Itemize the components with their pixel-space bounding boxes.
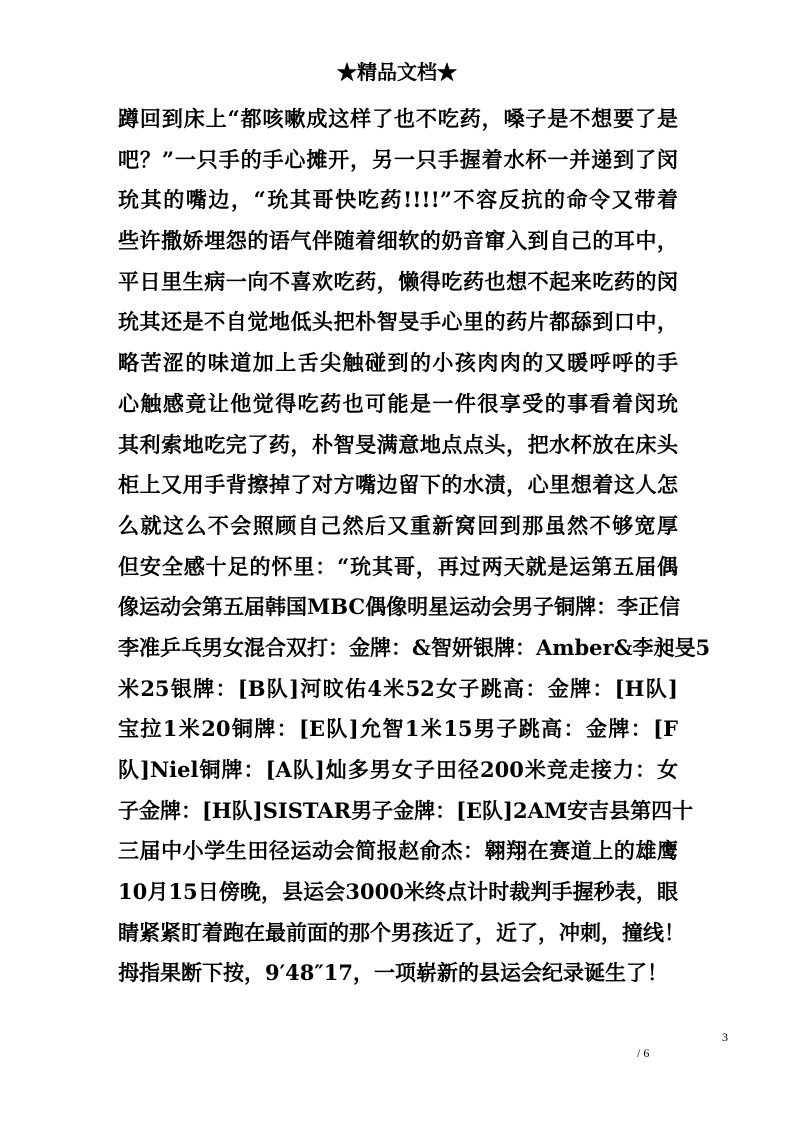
body-line: 些许撒娇埋怨的语气伴随着细软的奶音窜入到自己的耳中， — [118, 228, 678, 254]
body-line: 像运动会第五届韩国MBC偶像明星运动会男子铜牌：李正信 — [118, 594, 681, 620]
body-line: 10月15日傍晚，县运会3000米终点计时裁判手握秒表，眼 — [118, 879, 678, 905]
page-total: / 6 — [637, 1046, 650, 1060]
body-line: 心触感竟让他觉得吃药也可能是一件很享受的事看着闵玧 — [118, 390, 678, 416]
body-line: 队]Niel铜牌：[A队]灿多男女子田径200米竞走接力：女 — [118, 757, 678, 782]
body-line: 玧其的嘴边，“玧其哥快吃药!!!!”不容反抗的命令又带着 — [118, 187, 678, 213]
body-line: 略苦涩的味道加上舌尖触碰到的小孩肉肉的又暖呼呼的手 — [118, 350, 678, 376]
body-line: 拇指果断下按，9′48″17，一项崭新的县运会纪录诞生了！ — [118, 960, 668, 986]
body-line: 平日里生病一向不喜欢吃药，懒得吃药也想不起来吃药的闵 — [118, 268, 678, 294]
body-line: 子金牌：[H队]SISTAR男子金牌：[E队]2AM安吉县第四十 — [118, 797, 694, 823]
body-line: 三届中小学生田径运动会简报赵俞杰：翱翔在赛道上的雄鹰 — [118, 838, 678, 864]
body-line: 其利索地吃完了药，朴智旻满意地点点头，把水杯放在床头 — [118, 431, 678, 457]
document-header: ★精品文档★ — [337, 60, 457, 84]
body-line: 但安全感十足的怀里：“玧其哥，再过两天就是运第五届偶 — [118, 553, 678, 579]
body-line: 玧其还是不自觉地低头把朴智旻手心里的药片都舔到口中， — [118, 309, 678, 335]
body-line: 睛紧紧盯着跑在最前面的那个男孩近了，近了，冲刺，撞线！ — [118, 919, 685, 945]
body-line: 蹲回到床上“都咳嗽成这样了也不吃药，嗓子是不想要了是 — [118, 106, 678, 131]
body-line: 么就这么不会照顾自己然后又重新窝回到那虽然不够宽厚 — [118, 512, 678, 538]
body-line: 柜上又用手背擦掉了对方嘴边留下的水渍，心里想着这人怎 — [118, 472, 678, 498]
page-number: 3 — [722, 1030, 728, 1044]
body-line: 李准乒乓男女混合双打：金牌：&智妍银牌：Amber&李昶旻5 — [118, 634, 711, 660]
document-body — [118, 99, 711, 994]
body-line: 米25银牌：[B队]河旼佑4米52女子跳高：金牌：[H队] — [118, 675, 678, 701]
body-line: 吧？”一只手的手心摊开，另一只手握着水杯一并递到了闵 — [118, 146, 678, 172]
body-line: 宝拉1米20铜牌：[E队]允智1米15男子跳高：金牌：[F — [118, 716, 678, 742]
